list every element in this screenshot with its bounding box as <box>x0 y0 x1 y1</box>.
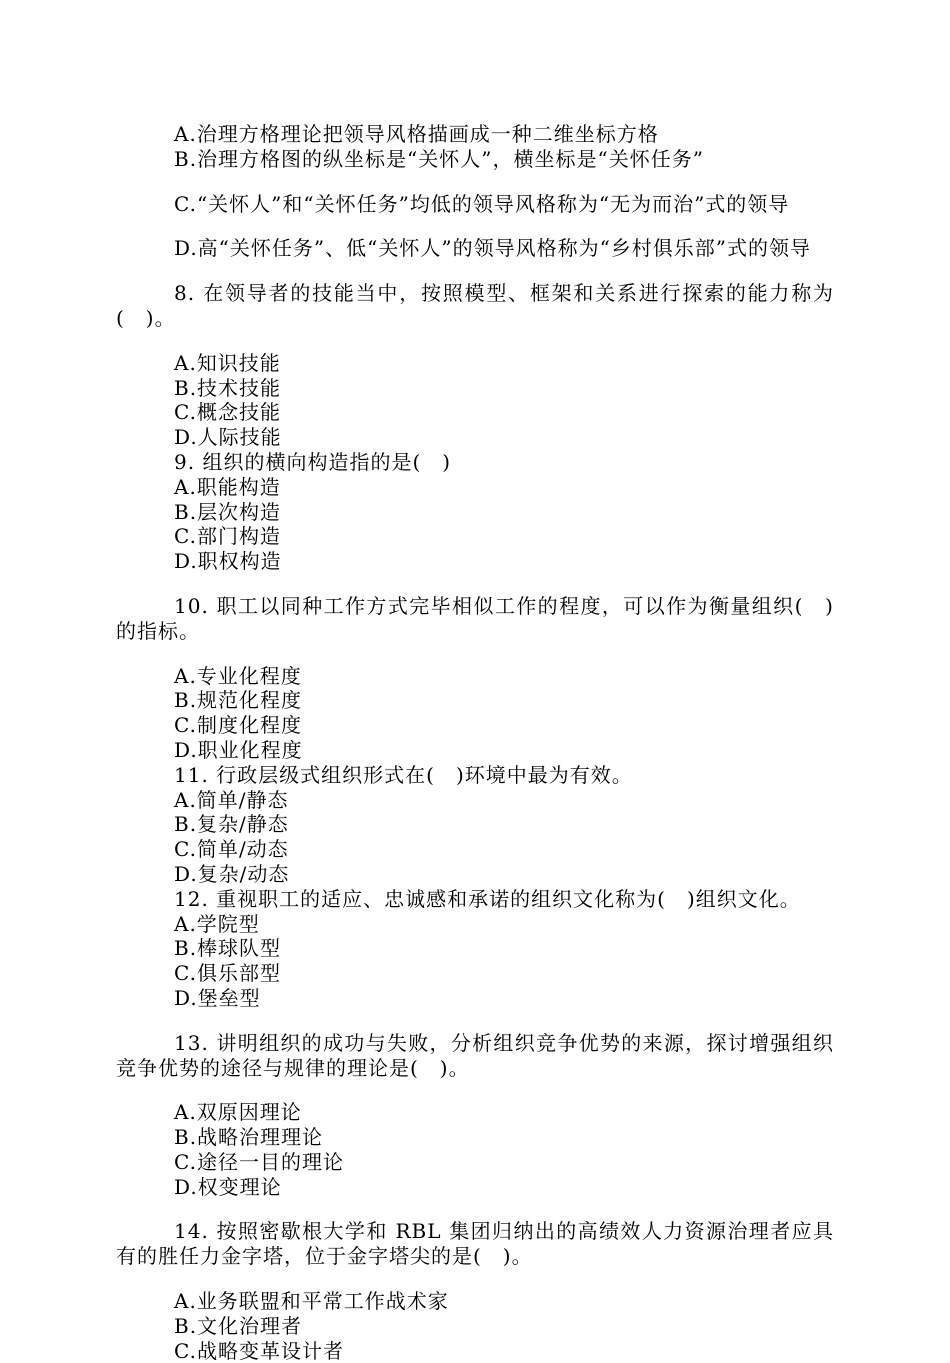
option-line: A.简单/静态 <box>174 787 289 812</box>
question-13: 13. 讲明组织的成功与失败，分析组织竞争优势的来源，探讨增强组织竞争优势的途径与规律的理论是( )。 <box>116 1030 834 1080</box>
option-line: A.治理方格理论把领导风格描画成一种二维坐标方格 <box>174 122 659 146</box>
question-11: 11. 行政层级式组织形式在( )环境中最为有效。 <box>174 762 633 787</box>
option-line: B.战略治理理论 <box>174 1125 324 1150</box>
option-line: A.业务联盟和平常工作战术家 <box>174 1289 449 1314</box>
question-9: 9. 组织的横向构造指的是( ) <box>174 449 452 474</box>
option-line: D.堡垒型 <box>174 985 261 1010</box>
question-10: 10. 职工以同种工作方式完毕相似工作的程度，可以作为衡量组织( )的指标。 <box>116 593 834 643</box>
option-line: A.知识技能 <box>174 350 281 375</box>
paragraph-line: C.“关怀人”和“关怀任务”均低的领导风格称为“无为而治”式的领导 <box>174 191 790 216</box>
option-line: D.复杂/动态 <box>174 861 290 886</box>
option-line: A.学院型 <box>174 911 260 936</box>
option-line: C.途径一目的理论 <box>174 1149 344 1174</box>
question-12: 12. 重视职工的适应、忠诚感和承诺的组织文化称为( )组织文化。 <box>174 886 801 911</box>
option-line: D.职权构造 <box>174 549 282 574</box>
option-line: C.制度化程度 <box>174 713 302 738</box>
option-line: C.战略变革设计者 <box>174 1338 344 1363</box>
option-line: B.复杂/静态 <box>174 812 289 837</box>
question-14: 14. 按照密歇根大学和 RBL 集团归纳出的高绩效人力资源治理者应具有的胜任力金字塔，位于金字塔尖的是( )。 <box>116 1219 834 1269</box>
option-line: B.治理方格图的纵坐标是“关怀人”，横坐标是“关怀任务” <box>174 146 704 171</box>
option-line: B.棒球队型 <box>174 936 282 961</box>
option-line: C.部门构造 <box>174 524 281 549</box>
option-line: B.层次构造 <box>174 499 282 524</box>
option-line: A.双原因理论 <box>174 1100 302 1125</box>
document-page <box>116 122 834 1363</box>
option-line: C.俱乐部型 <box>174 961 281 986</box>
option-line: C.概念技能 <box>174 400 281 425</box>
option-line: D.权变理论 <box>174 1174 282 1199</box>
option-line: B.文化治理者 <box>174 1313 303 1338</box>
option-line: B.技术技能 <box>174 375 282 400</box>
question-8: 8. 在领导者的技能当中，按照模型、框架和关系进行探索的能力称为( )。 <box>116 281 834 330</box>
option-line: B.规范化程度 <box>174 688 303 713</box>
option-line: A.专业化程度 <box>174 663 302 688</box>
paragraph-line: D.高“关怀任务”、低“关怀人”的领导风格称为“乡村俱乐部”式的领导 <box>174 236 812 261</box>
option-line: A.职能构造 <box>174 474 281 499</box>
option-line: C.简单/动态 <box>174 837 289 862</box>
option-line: D.人际技能 <box>174 425 282 450</box>
option-line: D.职业化程度 <box>174 737 303 762</box>
